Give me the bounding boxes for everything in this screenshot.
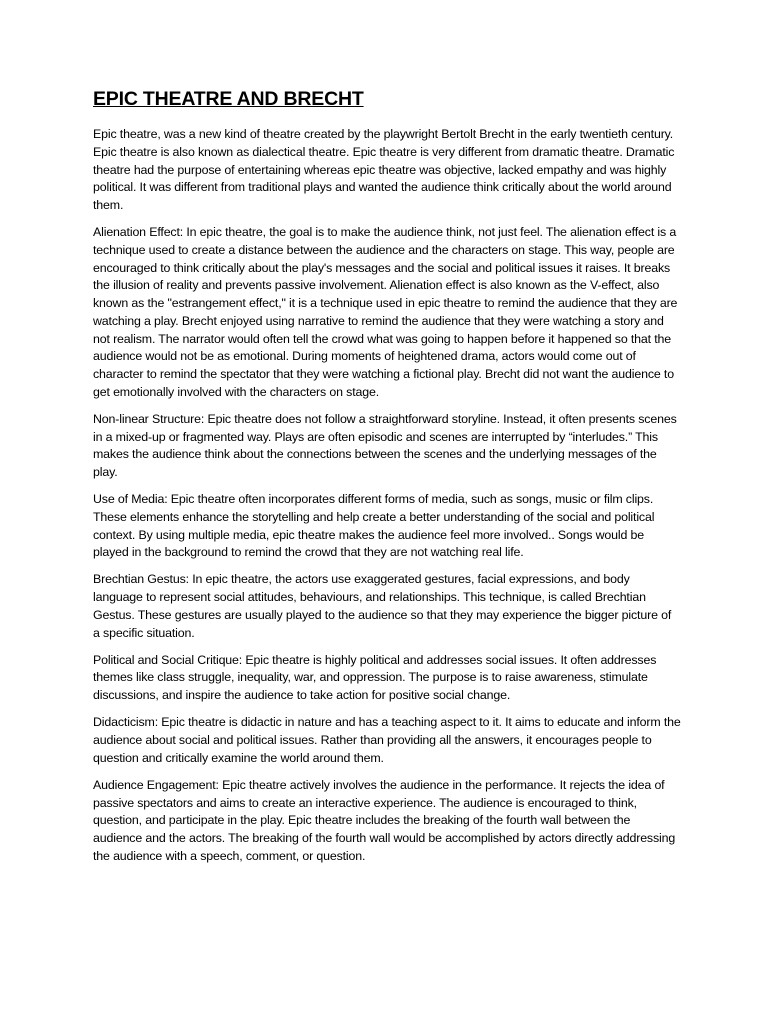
paragraph-use-of-media: Use of Media: Epic theatre often incorporates different forms of media, such as songs, music or film clips. These elements enhance the storytelling and help create a better understanding of the social and political context. By using multiple media, epic theatre makes the audience feel more involved.. Songs would be played in the background to remind the crowd that they are not watching real life.: [93, 492, 655, 560]
paragraph-audience-engagement: Audience Engagement: Epic theatre actively involves the audience in the performance. It rejects the idea of passive spectators and aims to create an interactive experience. The audience is encouraged to think, question, and participate in the play. Epic theatre includes the breaking of the fourth wall between the audience and the actors. The breaking of the fourth wall would be accomplished by actors directly addressing the audience with a speech, comment, or question.: [93, 778, 676, 863]
paragraph-didacticism: Didacticism: Epic theatre is didactic in nature and has a teaching aspect to it. It aims to educate and inform the audience about social and political issues. Rather than providing all the answers, it encourages people to question and critically examine the world around them.: [93, 715, 681, 765]
document-title: EPIC THEATRE AND BRECHT: [93, 88, 364, 110]
paragraph-alienation-effect: Alienation Effect: In epic theatre, the goal is to make the audience think, not just feel. The alienation effect is a technique used to create a distance between the audience and the characters on stage. This way, people are encouraged to think critically about the play's messages and the social and political issues it raises. It breaks the illusion of reality and prevents passive involvement. Alienation effect is also known as the V-effect, also known as the "estrangement effect," it is a technique used in epic theatre to remind the audience that they are watching a play. Brecht enjoyed using narrative to remind the audience that they were watching a story and not realism. The narrator would often tell the crowd what was going to happen before it happened so that the audience would not be as emotional. During moments of heightened drama, actors would come out of character to remind the spectator that they were watching a fictional play. Brecht did not want the audience to get emotionally involved with the characters on stage.: [93, 225, 678, 399]
paragraph-political-social-critique: Political and Social Critique: Epic theatre is highly political and addresses social issues. It often addresses themes like class struggle, inequality, war, and oppression. The purpose is to raise awareness, stimulate discussions, and inspire the audience to take action for positive social change.: [93, 652, 657, 703]
paragraph-intro: Epic theatre, was a new kind of theatre created by the playwright Bertolt Brecht in the early twentieth century. Epic theatre is also known as dialectical theatre. Epic theatre is very different from dramatic theatre. Dramatic theatre had the purpose of entertaining whereas epic theatre was objective, lacked empathy and was highly political. It was different from traditional plays and wanted the audience think critically about the world around them.: [93, 127, 675, 213]
paragraph-brechtian-gestus: Brechtian Gestus: In epic theatre, the actors use exaggerated gestures, facial expressions, and body language to represent social attitudes, behaviours, and relationships. This technique, is called Brechtian Gestus. These gestures are usually played to the audience so that they may experience the bigger picture of a specific situation.: [93, 572, 672, 640]
paragraph-non-linear-structure: Non-linear Structure: Epic theatre does not follow a straightforward storyline. Instead, it often presents scenes in a mixed-up or fragmented way. Plays are often episodic and scenes are interrupted by “interludes.” This makes the audience think about the connections between the scenes and the underlying messages of the play.: [93, 411, 677, 479]
document-page: [93, 86, 681, 875]
